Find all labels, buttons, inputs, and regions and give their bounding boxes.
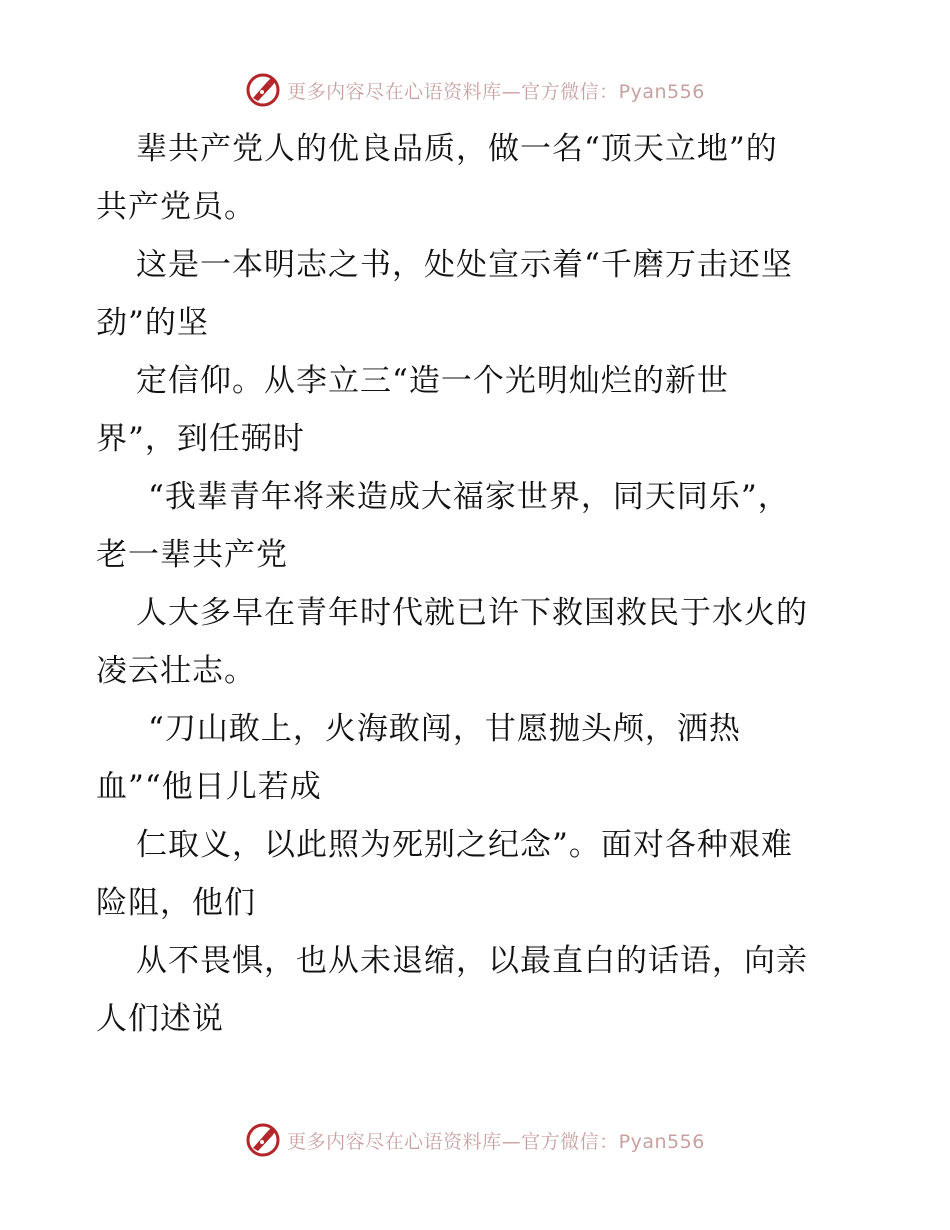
text-line: 从不畏惧，也从未退缩，以最直白的话语，向亲	[136, 943, 808, 979]
text-line: 劲”的坚	[96, 305, 209, 341]
text-line: 这是一本明志之书，处处宣示着“千磨万击还坚	[136, 247, 793, 283]
text-line: “刀山敢上，火海敢闯，甘愿抛头颅，洒热	[148, 711, 741, 747]
footer-banner	[0, 1120, 950, 1160]
text-line: 定信仰。从李立三“造一个光明灿烂的新世	[136, 363, 729, 399]
text-line: 人们述说	[96, 1001, 224, 1037]
text-line: 人大多早在青年时代就已许下救国救民于水火的	[136, 595, 808, 631]
header-banner	[0, 70, 950, 110]
banner-text: 更多内容尽在心语资料库—官方微信：Pyan556	[287, 80, 705, 103]
text-line: 老一辈共产党	[96, 537, 288, 573]
pen-nib-logo-icon	[245, 1122, 281, 1158]
text-line: 凌云壮志。	[96, 653, 256, 689]
text-line: 仁取义，以此照为死别之纪念”。面对各种艰难	[136, 827, 793, 863]
pen-nib-logo-icon	[245, 72, 281, 108]
text-line: 血”“他日儿若成	[96, 769, 322, 805]
document-body	[96, 120, 856, 1048]
text-line: “我辈青年将来造成大福家世界，同天同乐”，	[148, 479, 790, 515]
text-line: 界”，到任弼时	[96, 421, 305, 457]
banner-text: 更多内容尽在心语资料库—官方微信：Pyan556	[287, 1130, 705, 1153]
text-line: 共产党员。	[96, 189, 256, 225]
text-line: 险阻，他们	[96, 885, 256, 921]
text-line: 辈共产党人的优良品质，做一名“顶天立地”的	[136, 131, 778, 167]
